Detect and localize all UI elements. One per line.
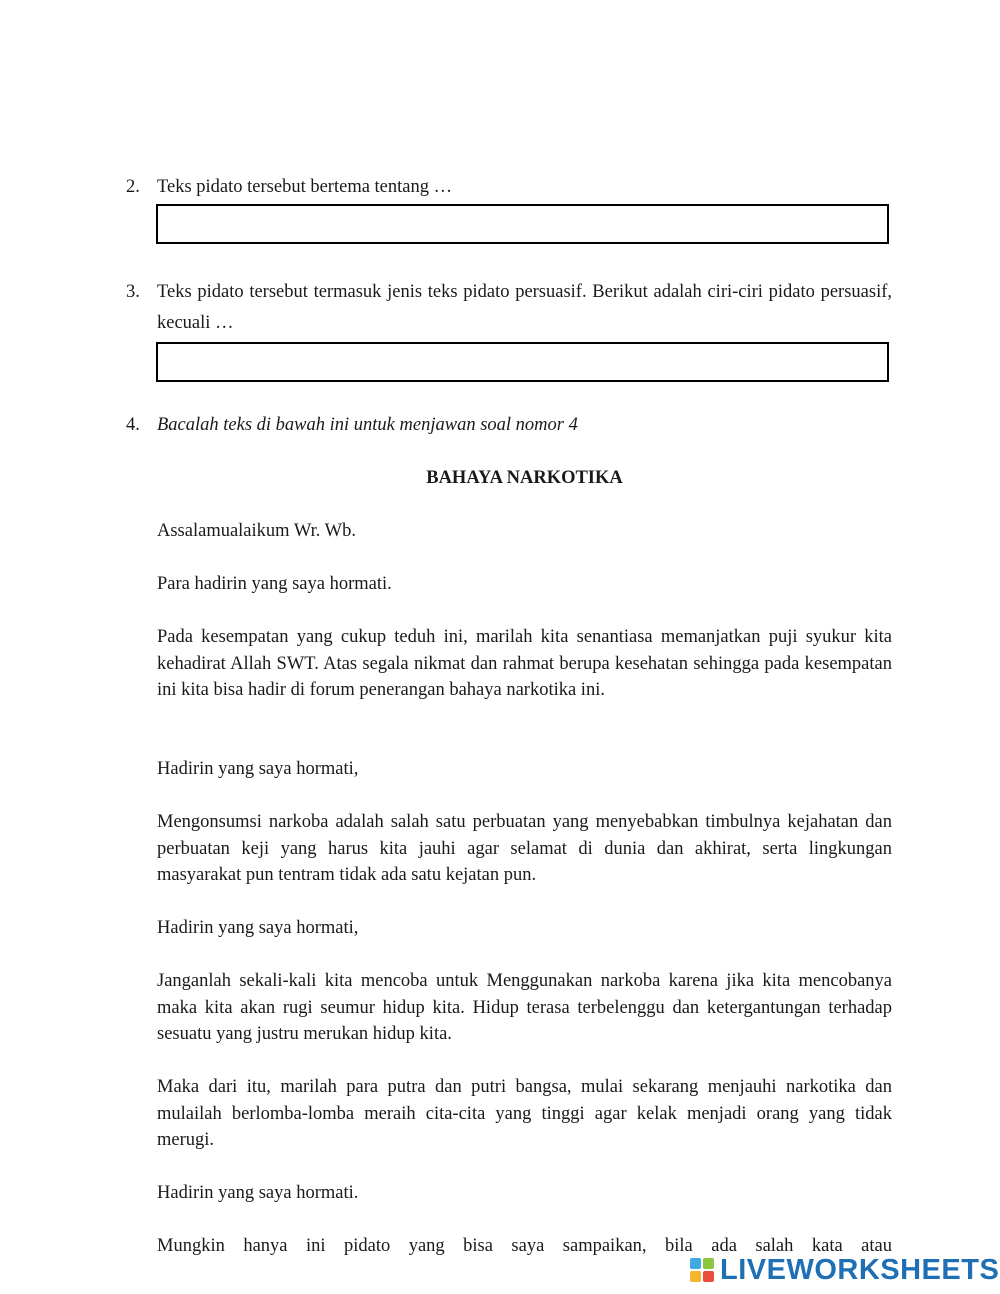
logo-tile [690, 1258, 701, 1269]
answer-input-2[interactable] [156, 204, 889, 244]
question-text: Teks pidato tersebut bertema tentang … [157, 177, 453, 197]
question-text: Teks pidato tersebut termasuk jenis teks pidato persuasif. Berikut adalah ciri-ciri pidato persuasif, kecuali … [157, 282, 892, 333]
speech-paragraph: Mengonsumsi narkoba adalah salah satu perbuatan yang menyebabkan timbulnya kejahatan dan perbuatan keji yang harus kita jauhi agar selamat di dunia dan akhirat, serta lingkungan masyarakat pun tentram tidak ada satu kejatan pun. [157, 812, 892, 886]
speech-paragraph: Assalamualaikum Wr. Wb. [157, 521, 356, 541]
speech-paragraph: Janganlah sekali-kali kita mencoba untuk Menggunakan narkoba karena jika kita mencobanya maka kita akan rugi seumur hidup kita. Hidup terasa terbelenggu dan ketergantungan terhadap sesuatu yang justru merukan hidup kita. [157, 971, 892, 1045]
question-number: 3. [126, 282, 140, 302]
question-instruction: Bacalah teks di bawah ini untuk menjawan soal nomor 4 [157, 415, 578, 435]
logo-tile [703, 1258, 714, 1269]
speech-paragraph: Para hadirin yang saya hormati. [157, 574, 392, 594]
logo-tile [703, 1271, 714, 1282]
speech-paragraph: Pada kesempatan yang cukup teduh ini, marilah kita senantiasa memanjatkan puji syukur kita kehadirat Allah SWT. Atas segala nikmat dan rahmat berupa kesehatan sehingga pada kesempatan ini kita bisa hadir di forum penerangan bahaya narkotika ini. [157, 627, 892, 701]
logo-text: LIVEWORKSHEETS [720, 1253, 1000, 1286]
logo-tile [690, 1271, 701, 1282]
liveworksheets-logo [690, 1255, 999, 1285]
question-number: 2. [126, 177, 140, 197]
speech-title: BAHAYA NARKOTIKA [426, 468, 623, 488]
speech-paragraph: Hadirin yang saya hormati, [157, 759, 359, 779]
speech-paragraph: Mungkin hanya ini pidato yang bisa saya sampaikan, bila ada salah kata atau [157, 1236, 892, 1256]
speech-paragraph: Maka dari itu, marilah para putra dan putri bangsa, mulai sekarang menjauhi narkotika dan mulailah berlomba-lomba meraih cita-cita yang tinggi agar kelak menjadi orang yang tidak merugi. [157, 1077, 892, 1151]
speech-paragraph: Hadirin yang saya hormati. [157, 1183, 359, 1203]
answer-input-3[interactable] [156, 342, 889, 382]
logo-tiles-icon [690, 1258, 714, 1282]
speech-paragraph: Hadirin yang saya hormati, [157, 918, 359, 938]
question-number: 4. [126, 415, 140, 435]
